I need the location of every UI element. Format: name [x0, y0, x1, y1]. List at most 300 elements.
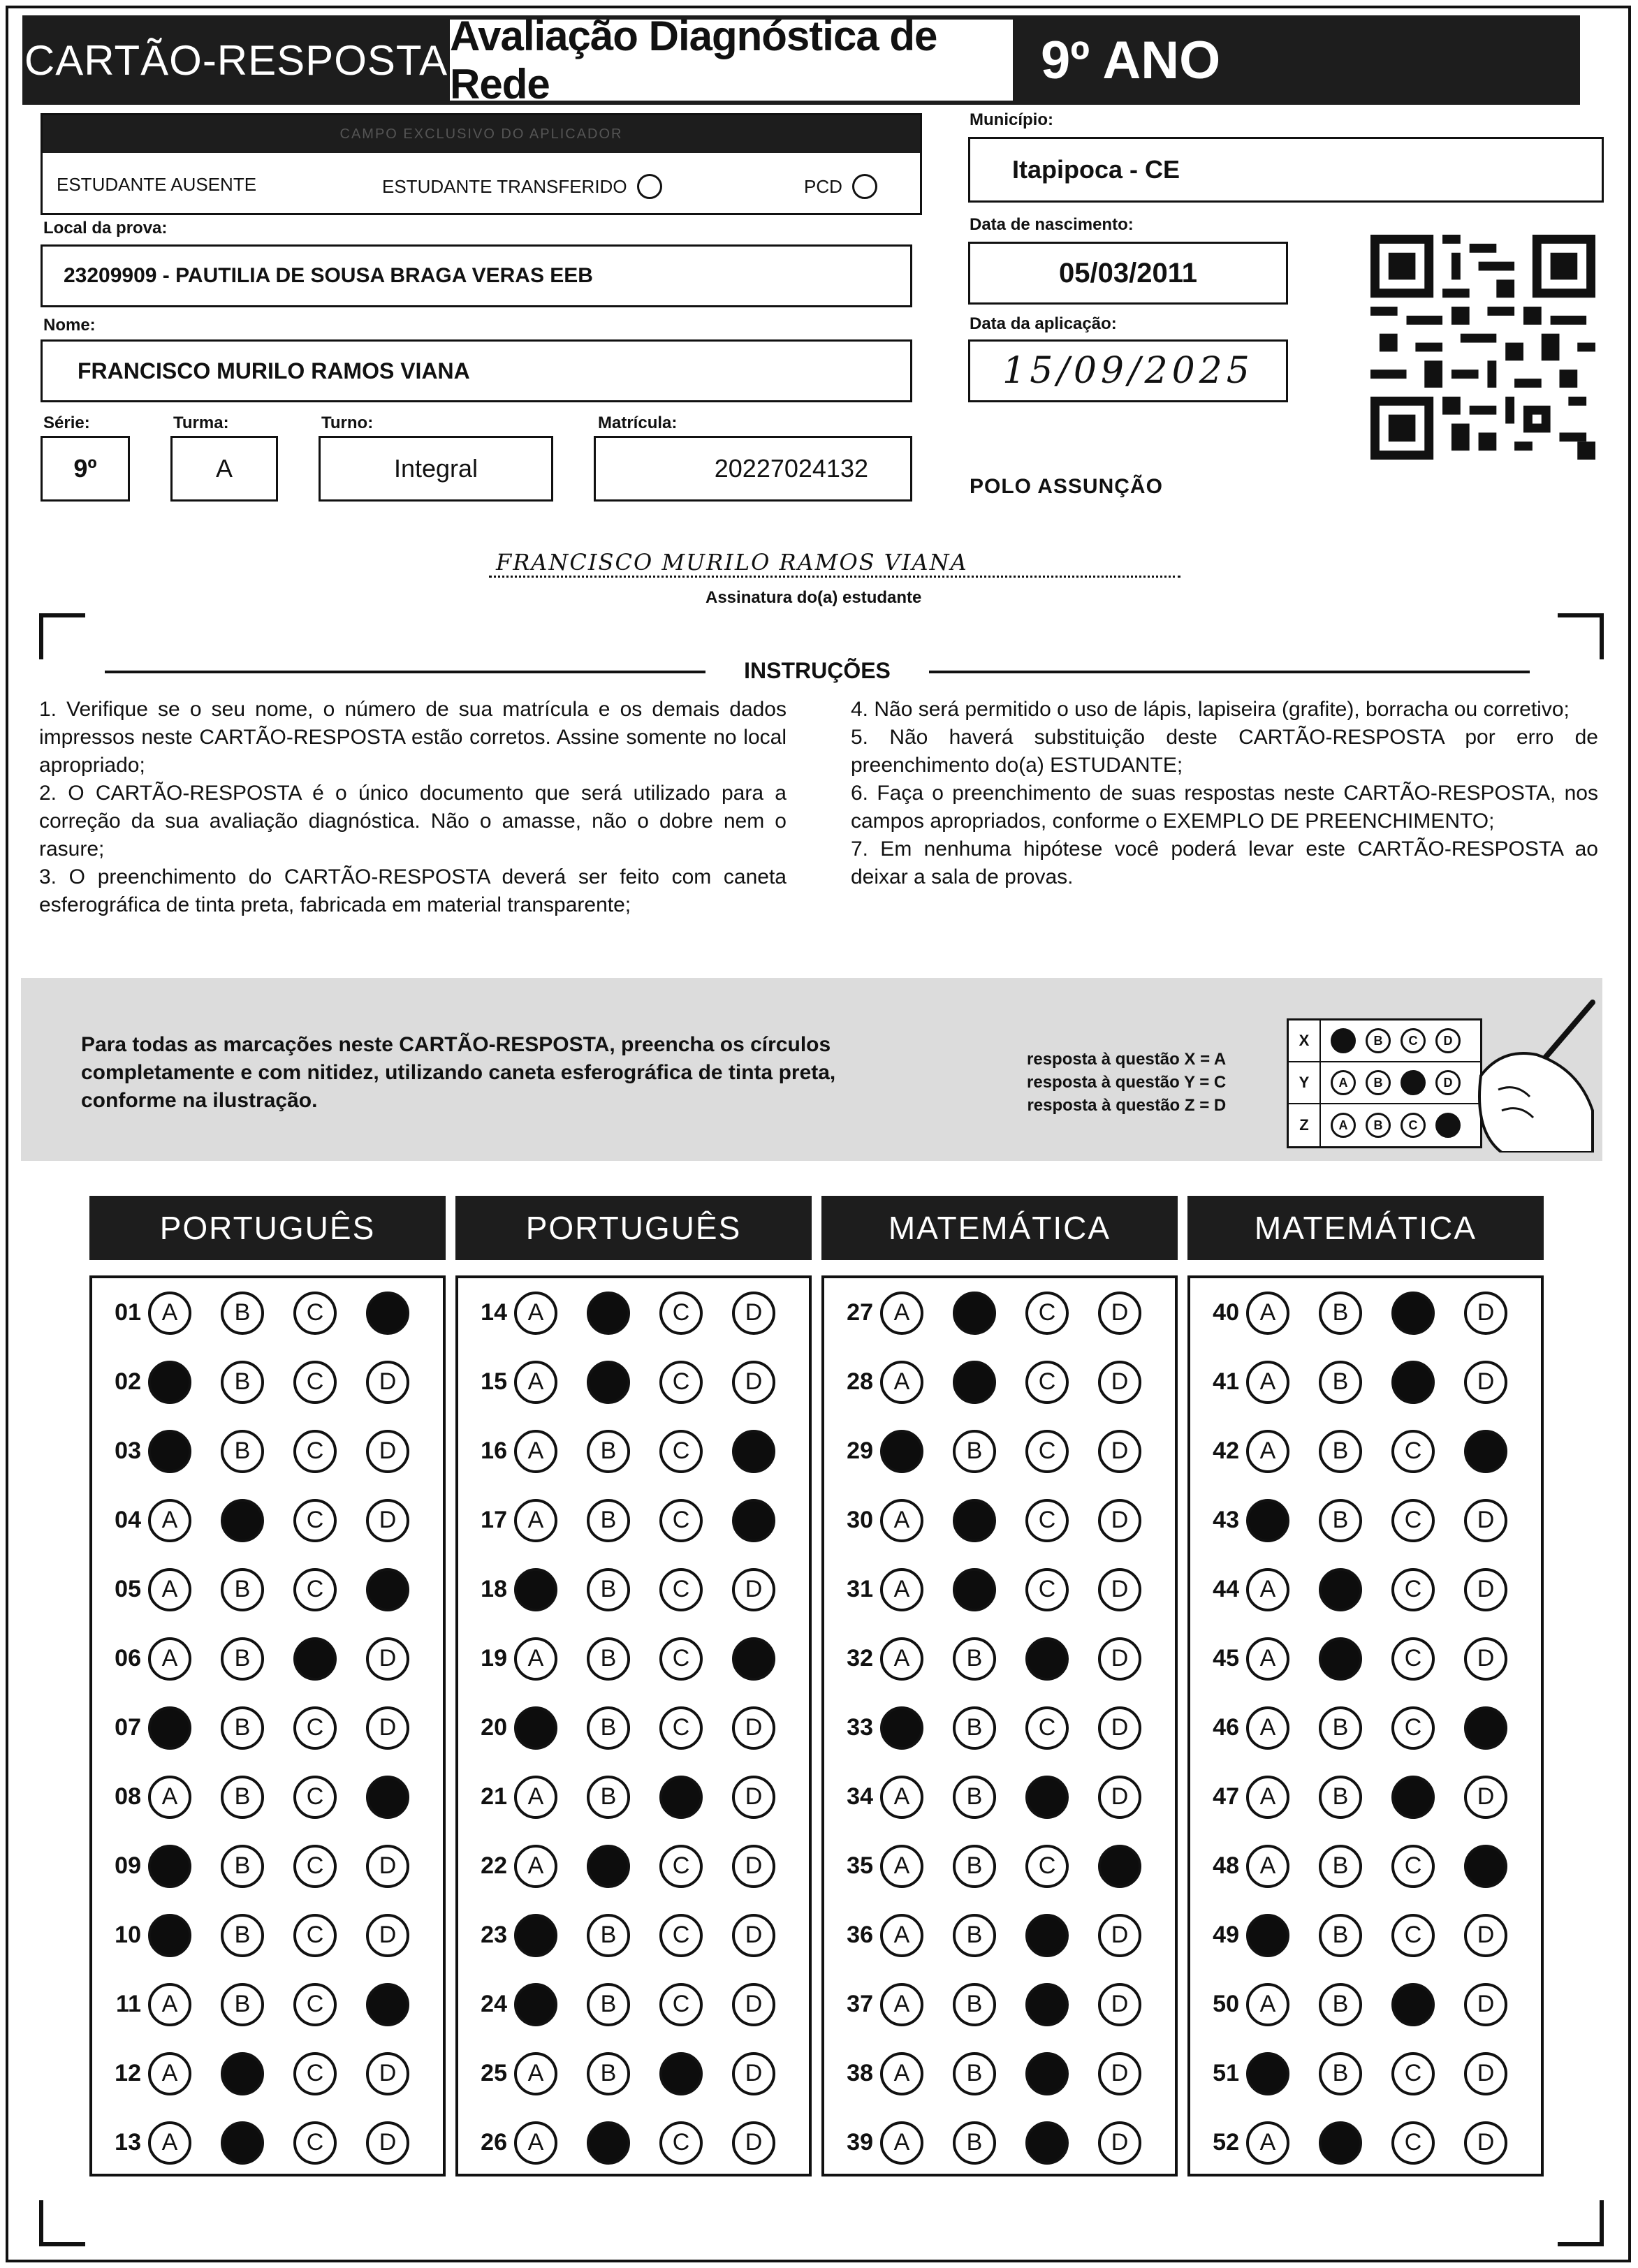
answer-bubble-a[interactable]: A	[1246, 1845, 1289, 1888]
subject-header: MATEMÁTICA	[821, 1196, 1178, 1260]
answer-bubble-d[interactable]: D	[732, 1706, 775, 1750]
question-number: 08	[115, 1783, 141, 1810]
turno-value: Integral	[393, 454, 478, 483]
instructions-title: INSTRUÇÕES	[744, 658, 891, 683]
answer-bubble-d[interactable]: D	[1464, 1776, 1507, 1819]
answer-bubble-a[interactable]	[514, 1914, 557, 1957]
answer-bubble-d[interactable]	[366, 1776, 409, 1819]
instruction-item: 2. O CARTÃO-RESPOSTA é o único documento que será utilizado para a correção da sua avaliação diagnóstica. Não o amasse, não o dobre nem o rasure;	[39, 782, 787, 861]
answer-bubble-a[interactable]	[880, 1430, 923, 1473]
example-bubble-d	[1435, 1113, 1461, 1138]
answer-bubble-b[interactable]: B	[587, 1499, 630, 1542]
question-row	[1201, 1901, 1530, 1970]
answer-bubble-c[interactable]: C	[659, 1914, 703, 1957]
answer-bubble-a[interactable]	[148, 1706, 191, 1750]
answer-bubble-c[interactable]	[1391, 1361, 1435, 1404]
answer-bubble-b[interactable]: B	[221, 1776, 264, 1819]
answer-bubble-a[interactable]: A	[148, 1637, 191, 1681]
answer-block	[89, 1275, 446, 2176]
answer-bubble-a[interactable]	[148, 1914, 191, 1957]
answer-bubble-d[interactable]: D	[732, 1292, 775, 1335]
answer-bubble-b[interactable]: B	[953, 1914, 996, 1957]
answer-bubble-d[interactable]: D	[1098, 2121, 1141, 2165]
pcd-label: PCD	[804, 175, 842, 197]
answer-bubble-b[interactable]	[221, 2121, 264, 2165]
answer-bubble-a[interactable]: A	[1246, 1983, 1289, 2026]
answer-bubble-d[interactable]	[1464, 1845, 1507, 1888]
question-number: 41	[1213, 1368, 1239, 1395]
question-row	[103, 1693, 432, 1762]
answer-bubble-b[interactable]: B	[221, 1706, 264, 1750]
answer-bubble-b[interactable]	[587, 1292, 630, 1335]
answer-bubble-b[interactable]: B	[221, 1983, 264, 2026]
answer-bubble-b[interactable]	[953, 1292, 996, 1335]
answer-column	[455, 1196, 812, 2176]
answer-bubble-a[interactable]: A	[514, 1430, 557, 1473]
answer-bubble-c[interactable]	[1025, 2121, 1069, 2165]
answer-bubble-d[interactable]: D	[1464, 1361, 1507, 1404]
absent-option[interactable]	[57, 174, 256, 196]
example-row-key: Y	[1289, 1062, 1321, 1103]
question-number: 03	[115, 1437, 141, 1464]
answer-bubble-c[interactable]: C	[1391, 1430, 1435, 1473]
applicator-strip: CAMPO EXCLUSIVO DO APLICADOR	[43, 115, 920, 153]
answer-bubble-c[interactable]: C	[293, 1292, 337, 1335]
answer-bubble-d[interactable]: D	[366, 1706, 409, 1750]
municipio-value: Itapipoca - CE	[1012, 155, 1180, 184]
answer-bubble-d[interactable]: D	[1098, 1499, 1141, 1542]
question-number: 01	[115, 1299, 141, 1326]
answer-bubble-c[interactable]: C	[293, 1845, 337, 1888]
answer-bubble-b[interactable]	[953, 1568, 996, 1611]
answer-bubble-b[interactable]: B	[221, 1430, 264, 1473]
answer-bubble-c[interactable]: C	[659, 1361, 703, 1404]
answer-bubble-d[interactable]: D	[1464, 2052, 1507, 2095]
answer-bubble-b[interactable]: B	[221, 1845, 264, 1888]
answer-bubble-b[interactable]: B	[587, 1706, 630, 1750]
answer-bubble-a[interactable]: A	[514, 1292, 557, 1335]
answer-bubble-b[interactable]: B	[587, 1637, 630, 1681]
answer-bubble-b[interactable]	[1319, 1568, 1362, 1611]
answer-bubble-d[interactable]: D	[1098, 1430, 1141, 1473]
answer-bubble-b[interactable]: B	[221, 1637, 264, 1681]
transferred-checkbox[interactable]	[637, 174, 662, 199]
answer-bubble-d[interactable]: D	[1464, 1568, 1507, 1611]
subject-header: PORTUGUÊS	[455, 1196, 812, 1260]
answer-bubble-c[interactable]: C	[1391, 2052, 1435, 2095]
question-row	[469, 1347, 798, 1417]
answer-bubble-a[interactable]	[514, 1568, 557, 1611]
answer-bubble-b[interactable]: B	[953, 1983, 996, 2026]
answer-bubble-d[interactable]: D	[1464, 2121, 1507, 2165]
answer-bubble-a[interactable]: A	[880, 1292, 923, 1335]
example-bubble-b: B	[1366, 1028, 1391, 1053]
question-number: 48	[1213, 1852, 1239, 1879]
answer-bubble-b[interactable]: B	[1319, 1430, 1362, 1473]
answer-bubble-a[interactable]: A	[514, 2121, 557, 2165]
answer-bubble-d[interactable]	[366, 1568, 409, 1611]
answer-bubble-c[interactable]: C	[1391, 1637, 1435, 1681]
answer-bubble-a[interactable]: A	[880, 1361, 923, 1404]
answer-bubble-c[interactable]: C	[659, 1637, 703, 1681]
answer-bubble-b[interactable]: B	[587, 2052, 630, 2095]
answer-bubble-a[interactable]	[148, 1430, 191, 1473]
answer-bubble-d[interactable]: D	[366, 2121, 409, 2165]
answer-bubble-b[interactable]: B	[1319, 1292, 1362, 1335]
answer-bubble-b[interactable]: B	[1319, 1845, 1362, 1888]
answer-bubble-a[interactable]: A	[880, 1568, 923, 1611]
question-row	[469, 1417, 798, 1486]
answer-bubble-d[interactable]	[366, 1983, 409, 2026]
answer-bubble-b[interactable]	[587, 2121, 630, 2165]
answer-bubble-c[interactable]: C	[659, 1706, 703, 1750]
answer-bubble-a[interactable]: A	[148, 2121, 191, 2165]
instruction-item: 5. Não haverá substituição deste CARTÃO-RESPOSTA por erro de preenchimento do(a) ESTUDANTE;	[851, 726, 1598, 777]
answer-bubble-b[interactable]	[1319, 2121, 1362, 2165]
answer-bubble-a[interactable]: A	[148, 2052, 191, 2095]
answer-bubble-c[interactable]: C	[1025, 1845, 1069, 1888]
answer-bubble-c[interactable]	[1391, 1776, 1435, 1819]
answer-bubble-c[interactable]: C	[1025, 1499, 1069, 1542]
answer-bubble-d[interactable]: D	[1098, 1776, 1141, 1819]
question-number: 28	[847, 1368, 873, 1395]
answer-bubble-c[interactable]: C	[293, 1983, 337, 2026]
answer-bubble-a[interactable]	[1246, 1914, 1289, 1957]
question-number: 43	[1213, 1507, 1239, 1533]
answer-bubble-c[interactable]	[1025, 2052, 1069, 2095]
answer-bubble-d[interactable]: D	[1098, 1706, 1141, 1750]
answer-bubble-b[interactable]: B	[1319, 1706, 1362, 1750]
answer-bubble-d[interactable]: D	[732, 1845, 775, 1888]
answer-bubble-c[interactable]: C	[659, 1568, 703, 1611]
answer-bubble-d[interactable]: D	[1098, 1637, 1141, 1681]
answer-bubble-b[interactable]: B	[953, 1845, 996, 1888]
answer-bubble-a[interactable]: A	[880, 1914, 923, 1957]
answer-bubble-a[interactable]: A	[880, 1776, 923, 1819]
matricula-value: 20227024132	[714, 454, 868, 483]
municipio-label: Município:	[970, 110, 1053, 129]
answer-bubble-c[interactable]: C	[293, 1499, 337, 1542]
question-number: 52	[1213, 2129, 1239, 2156]
answer-bubble-a[interactable]: A	[514, 1361, 557, 1404]
answer-bubble-d[interactable]	[366, 1292, 409, 1335]
answer-bubble-c[interactable]	[1025, 1983, 1069, 2026]
answer-bubble-d[interactable]: D	[732, 1776, 775, 1819]
answer-bubble-b[interactable]: B	[953, 1776, 996, 1819]
transferred-option[interactable]	[382, 174, 662, 199]
question-row	[103, 1970, 432, 2039]
answer-bubble-c[interactable]: C	[1391, 1914, 1435, 1957]
question-number: 33	[847, 1714, 873, 1741]
answer-bubble-d[interactable]: D	[732, 2121, 775, 2165]
question-number: 18	[481, 1576, 507, 1602]
answer-bubble-d[interactable]: D	[732, 1983, 775, 2026]
answer-bubble-a[interactable]: A	[514, 1499, 557, 1542]
answer-bubble-d[interactable]: D	[732, 1914, 775, 1957]
answer-bubble-b[interactable]	[587, 1361, 630, 1404]
question-number: 45	[1213, 1645, 1239, 1671]
answer-bubble-b[interactable]: B	[1319, 1914, 1362, 1957]
answer-bubble-a[interactable]: A	[1246, 1430, 1289, 1473]
turma-field	[170, 436, 278, 502]
answer-bubble-b[interactable]: B	[953, 1430, 996, 1473]
answer-bubble-b[interactable]: B	[953, 2052, 996, 2095]
answer-bubble-b[interactable]: B	[953, 2121, 996, 2165]
answer-bubble-c[interactable]: C	[1025, 1568, 1069, 1611]
answer-bubble-d[interactable]: D	[366, 1637, 409, 1681]
answer-bubble-d[interactable]: D	[1464, 1983, 1507, 2026]
answer-bubble-d[interactable]: D	[1464, 1637, 1507, 1681]
answer-bubble-d[interactable]	[1464, 1430, 1507, 1473]
answer-bubble-d[interactable]: D	[1464, 1292, 1507, 1335]
answer-bubble-a[interactable]	[514, 1706, 557, 1750]
question-row	[1201, 1555, 1530, 1624]
answer-bubble-a[interactable]: A	[148, 1568, 191, 1611]
answer-bubble-b[interactable]	[587, 1845, 630, 1888]
legend-item: resposta à questão Z = D	[1027, 1096, 1227, 1115]
example-bubble-d: D	[1435, 1070, 1461, 1095]
answer-bubble-c[interactable]: C	[659, 1499, 703, 1542]
answer-bubble-a[interactable]: A	[880, 1499, 923, 1542]
question-row	[1201, 1831, 1530, 1901]
answer-bubble-a[interactable]: A	[148, 1776, 191, 1819]
question-row	[103, 2108, 432, 2177]
answer-bubble-c[interactable]	[1025, 1637, 1069, 1681]
answer-bubble-a[interactable]	[148, 1845, 191, 1888]
answer-bubble-b[interactable]: B	[587, 1983, 630, 2026]
answer-block	[455, 1275, 812, 2176]
divider	[929, 671, 1530, 673]
answer-bubble-d[interactable]: D	[732, 1361, 775, 1404]
question-row	[469, 1278, 798, 1347]
answer-bubble-d[interactable]	[1464, 1706, 1507, 1750]
question-number: 14	[481, 1299, 507, 1326]
frame-corner	[39, 2200, 85, 2246]
instruction-item: 7. Em nenhuma hipótese você poderá levar este CARTÃO-RESPOSTA ao deixar a sala de provas.	[851, 837, 1598, 888]
answer-bubble-b[interactable]: B	[221, 1292, 264, 1335]
answer-bubble-d[interactable]: D	[366, 1361, 409, 1404]
question-number: 04	[115, 1507, 141, 1533]
answer-bubble-c[interactable]: C	[293, 2052, 337, 2095]
answer-bubble-d[interactable]: D	[1098, 2052, 1141, 2095]
answer-bubble-d[interactable]: D	[1098, 1914, 1141, 1957]
signature-line[interactable]	[489, 549, 1180, 578]
answer-bubble-c[interactable]: C	[659, 1845, 703, 1888]
answer-bubble-a[interactable]: A	[880, 1637, 923, 1681]
answer-bubble-d[interactable]: D	[366, 1499, 409, 1542]
answer-bubble-c[interactable]	[1391, 1292, 1435, 1335]
question-number: 15	[481, 1368, 507, 1395]
answer-bubble-c[interactable]	[659, 2052, 703, 2095]
name-field	[41, 339, 912, 402]
question-row	[1201, 2108, 1530, 2177]
answer-bubble-d[interactable]: D	[732, 1568, 775, 1611]
answer-bubble-c[interactable]	[1025, 1776, 1069, 1819]
answer-bubble-d[interactable]	[1098, 1845, 1141, 1888]
question-number: 29	[847, 1437, 873, 1464]
answer-bubble-c[interactable]	[1391, 1983, 1435, 2026]
answer-bubble-c[interactable]: C	[1391, 1706, 1435, 1750]
answer-bubble-b[interactable]: B	[221, 1568, 264, 1611]
answer-bubble-b[interactable]	[221, 1499, 264, 1542]
answer-bubble-c[interactable]: C	[659, 1292, 703, 1335]
answer-bubble-c[interactable]: C	[1391, 1845, 1435, 1888]
matricula-field	[594, 436, 912, 502]
answer-bubble-a[interactable]: A	[880, 1845, 923, 1888]
example-bubble-b: B	[1366, 1113, 1391, 1138]
answer-bubble-c[interactable]	[1025, 1914, 1069, 1957]
answer-bubble-a[interactable]: A	[148, 1292, 191, 1335]
answer-bubble-d[interactable]: D	[1098, 1292, 1141, 1335]
answer-bubble-a[interactable]	[148, 1361, 191, 1404]
answer-bubble-b[interactable]: B	[1319, 1776, 1362, 1819]
answer-bubble-d[interactable]: D	[366, 1914, 409, 1957]
answer-bubble-b[interactable]: B	[1319, 2052, 1362, 2095]
answer-bubble-d[interactable]: D	[732, 2052, 775, 2095]
answer-bubble-c[interactable]: C	[659, 1430, 703, 1473]
answer-bubble-d[interactable]: D	[366, 1845, 409, 1888]
answer-bubble-d[interactable]: D	[366, 2052, 409, 2095]
question-number: 47	[1213, 1783, 1239, 1810]
answer-bubble-d[interactable]: D	[1098, 1361, 1141, 1404]
answer-bubble-a[interactable]: A	[148, 1499, 191, 1542]
question-row	[835, 1762, 1164, 1831]
answer-bubble-a[interactable]: A	[1246, 1292, 1289, 1335]
question-number: 44	[1213, 1576, 1239, 1602]
answer-bubble-c[interactable]: C	[1025, 1430, 1069, 1473]
example-bubble-c: C	[1401, 1028, 1426, 1053]
answer-bubble-a[interactable]: A	[1246, 1361, 1289, 1404]
answer-bubble-c[interactable]: C	[659, 1983, 703, 2026]
answer-bubble-a[interactable]	[514, 1983, 557, 2026]
answer-bubble-a[interactable]: A	[1246, 1637, 1289, 1681]
answer-bubble-a[interactable]: A	[880, 1983, 923, 2026]
application-date-value: 15/09/2025	[1002, 350, 1254, 392]
answer-bubble-b[interactable]: B	[221, 1914, 264, 1957]
answer-bubble-b[interactable]: B	[1319, 1361, 1362, 1404]
example-bubble-c	[1401, 1070, 1426, 1095]
answer-bubble-b[interactable]	[953, 1499, 996, 1542]
answer-bubble-b[interactable]: B	[587, 1914, 630, 1957]
answer-bubble-a[interactable]	[1246, 1499, 1289, 1542]
answer-bubble-a[interactable]: A	[1246, 2121, 1289, 2165]
frame-corner	[1558, 613, 1604, 659]
answer-bubble-b[interactable]	[953, 1361, 996, 1404]
answer-bubble-a[interactable]: A	[880, 2052, 923, 2095]
question-row	[469, 1970, 798, 2039]
answer-bubble-b[interactable]: B	[1319, 1499, 1362, 1542]
answer-bubble-d[interactable]: D	[1464, 1499, 1507, 1542]
answer-bubble-c[interactable]: C	[293, 1430, 337, 1473]
answer-bubble-d[interactable]	[732, 1637, 775, 1681]
question-number: 50	[1213, 1991, 1239, 2017]
answer-bubble-c[interactable]: C	[293, 1361, 337, 1404]
example-text: Para todas as marcações neste CARTÃO-RESPOSTA, preencha os círculos completamente e com nitidez, utilizando caneta esferográfica de tinta preta, conforme na ilustração.	[81, 1033, 836, 1112]
question-row	[1201, 1278, 1530, 1347]
answer-bubble-b[interactable]: B	[221, 1361, 264, 1404]
answer-bubble-a[interactable]: A	[1246, 1706, 1289, 1750]
answer-bubble-d[interactable]	[732, 1499, 775, 1542]
answer-bubble-a[interactable]: A	[880, 2121, 923, 2165]
question-row	[469, 2108, 798, 2177]
answer-bubble-b[interactable]	[1319, 1637, 1362, 1681]
answer-bubble-c[interactable]: C	[659, 2121, 703, 2165]
answer-bubble-b[interactable]: B	[587, 1430, 630, 1473]
question-row	[1201, 1417, 1530, 1486]
answer-bubble-c[interactable]: C	[1025, 1706, 1069, 1750]
answer-bubble-c[interactable]: C	[1025, 1361, 1069, 1404]
legend-item: resposta à questão X = A	[1027, 1050, 1227, 1069]
answer-bubble-c[interactable]: C	[293, 1706, 337, 1750]
answer-bubble-a[interactable]	[1246, 2052, 1289, 2095]
question-number: 34	[847, 1783, 873, 1810]
answer-bubble-b[interactable]: B	[953, 1706, 996, 1750]
pcd-checkbox[interactable]	[852, 174, 877, 199]
answer-bubble-a[interactable]: A	[514, 1637, 557, 1681]
answer-bubble-b[interactable]	[221, 2052, 264, 2095]
answer-bubble-a[interactable]: A	[514, 1776, 557, 1819]
answer-bubble-b[interactable]: B	[587, 1568, 630, 1611]
answer-bubble-a[interactable]: A	[1246, 1776, 1289, 1819]
example-bubble-a	[1331, 1028, 1356, 1053]
application-date-field[interactable]	[968, 339, 1288, 402]
question-row	[835, 2108, 1164, 2177]
answer-bubble-c[interactable]: C	[293, 1776, 337, 1819]
answer-bubble-d[interactable]	[732, 1430, 775, 1473]
answer-bubble-d[interactable]: D	[1098, 1568, 1141, 1611]
question-row	[835, 1486, 1164, 1555]
answer-bubble-c[interactable]	[659, 1776, 703, 1819]
sheet-title: CARTÃO-RESPOSTA	[22, 15, 450, 105]
question-number: 06	[115, 1645, 141, 1671]
question-row	[469, 1624, 798, 1693]
answer-bubble-c[interactable]: C	[1391, 1499, 1435, 1542]
answer-bubble-b[interactable]: B	[1319, 1983, 1362, 2026]
answer-bubble-b[interactable]: B	[953, 1637, 996, 1681]
question-row	[103, 1762, 432, 1831]
answer-bubble-d[interactable]: D	[1464, 1914, 1507, 1957]
answer-bubble-a[interactable]: A	[1246, 1568, 1289, 1611]
question-row	[1201, 1624, 1530, 1693]
answer-bubble-d[interactable]: D	[1098, 1983, 1141, 2026]
birthdate-label: Data de nascimento:	[970, 215, 1134, 234]
answer-bubble-c[interactable]: C	[293, 1914, 337, 1957]
serie-field	[41, 436, 130, 502]
answer-bubble-d[interactable]: D	[366, 1430, 409, 1473]
question-row	[835, 1831, 1164, 1901]
question-row	[469, 1555, 798, 1624]
answer-bubble-a[interactable]: A	[514, 1845, 557, 1888]
answer-bubble-c[interactable]: C	[1391, 1568, 1435, 1611]
answer-bubble-c[interactable]: C	[293, 2121, 337, 2165]
qr-code-icon	[1370, 235, 1595, 460]
answer-bubble-a[interactable]: A	[514, 2052, 557, 2095]
answer-bubble-b[interactable]: B	[587, 1776, 630, 1819]
answer-bubble-a[interactable]: A	[148, 1983, 191, 2026]
answer-bubble-a[interactable]	[880, 1706, 923, 1750]
answer-bubble-c[interactable]	[293, 1637, 337, 1681]
answer-bubble-c[interactable]: C	[1391, 2121, 1435, 2165]
exam-title: Avaliação Diagnóstica de Rede	[450, 15, 1013, 105]
question-number: 27	[847, 1299, 873, 1326]
matricula-label: Matrícula:	[598, 414, 678, 432]
birthdate-value: 05/03/2011	[1059, 257, 1197, 288]
question-row	[835, 1693, 1164, 1762]
answer-bubble-c[interactable]: C	[1025, 1292, 1069, 1335]
pcd-option[interactable]	[804, 174, 877, 199]
question-number: 40	[1213, 1299, 1239, 1326]
answer-bubble-c[interactable]: C	[293, 1568, 337, 1611]
